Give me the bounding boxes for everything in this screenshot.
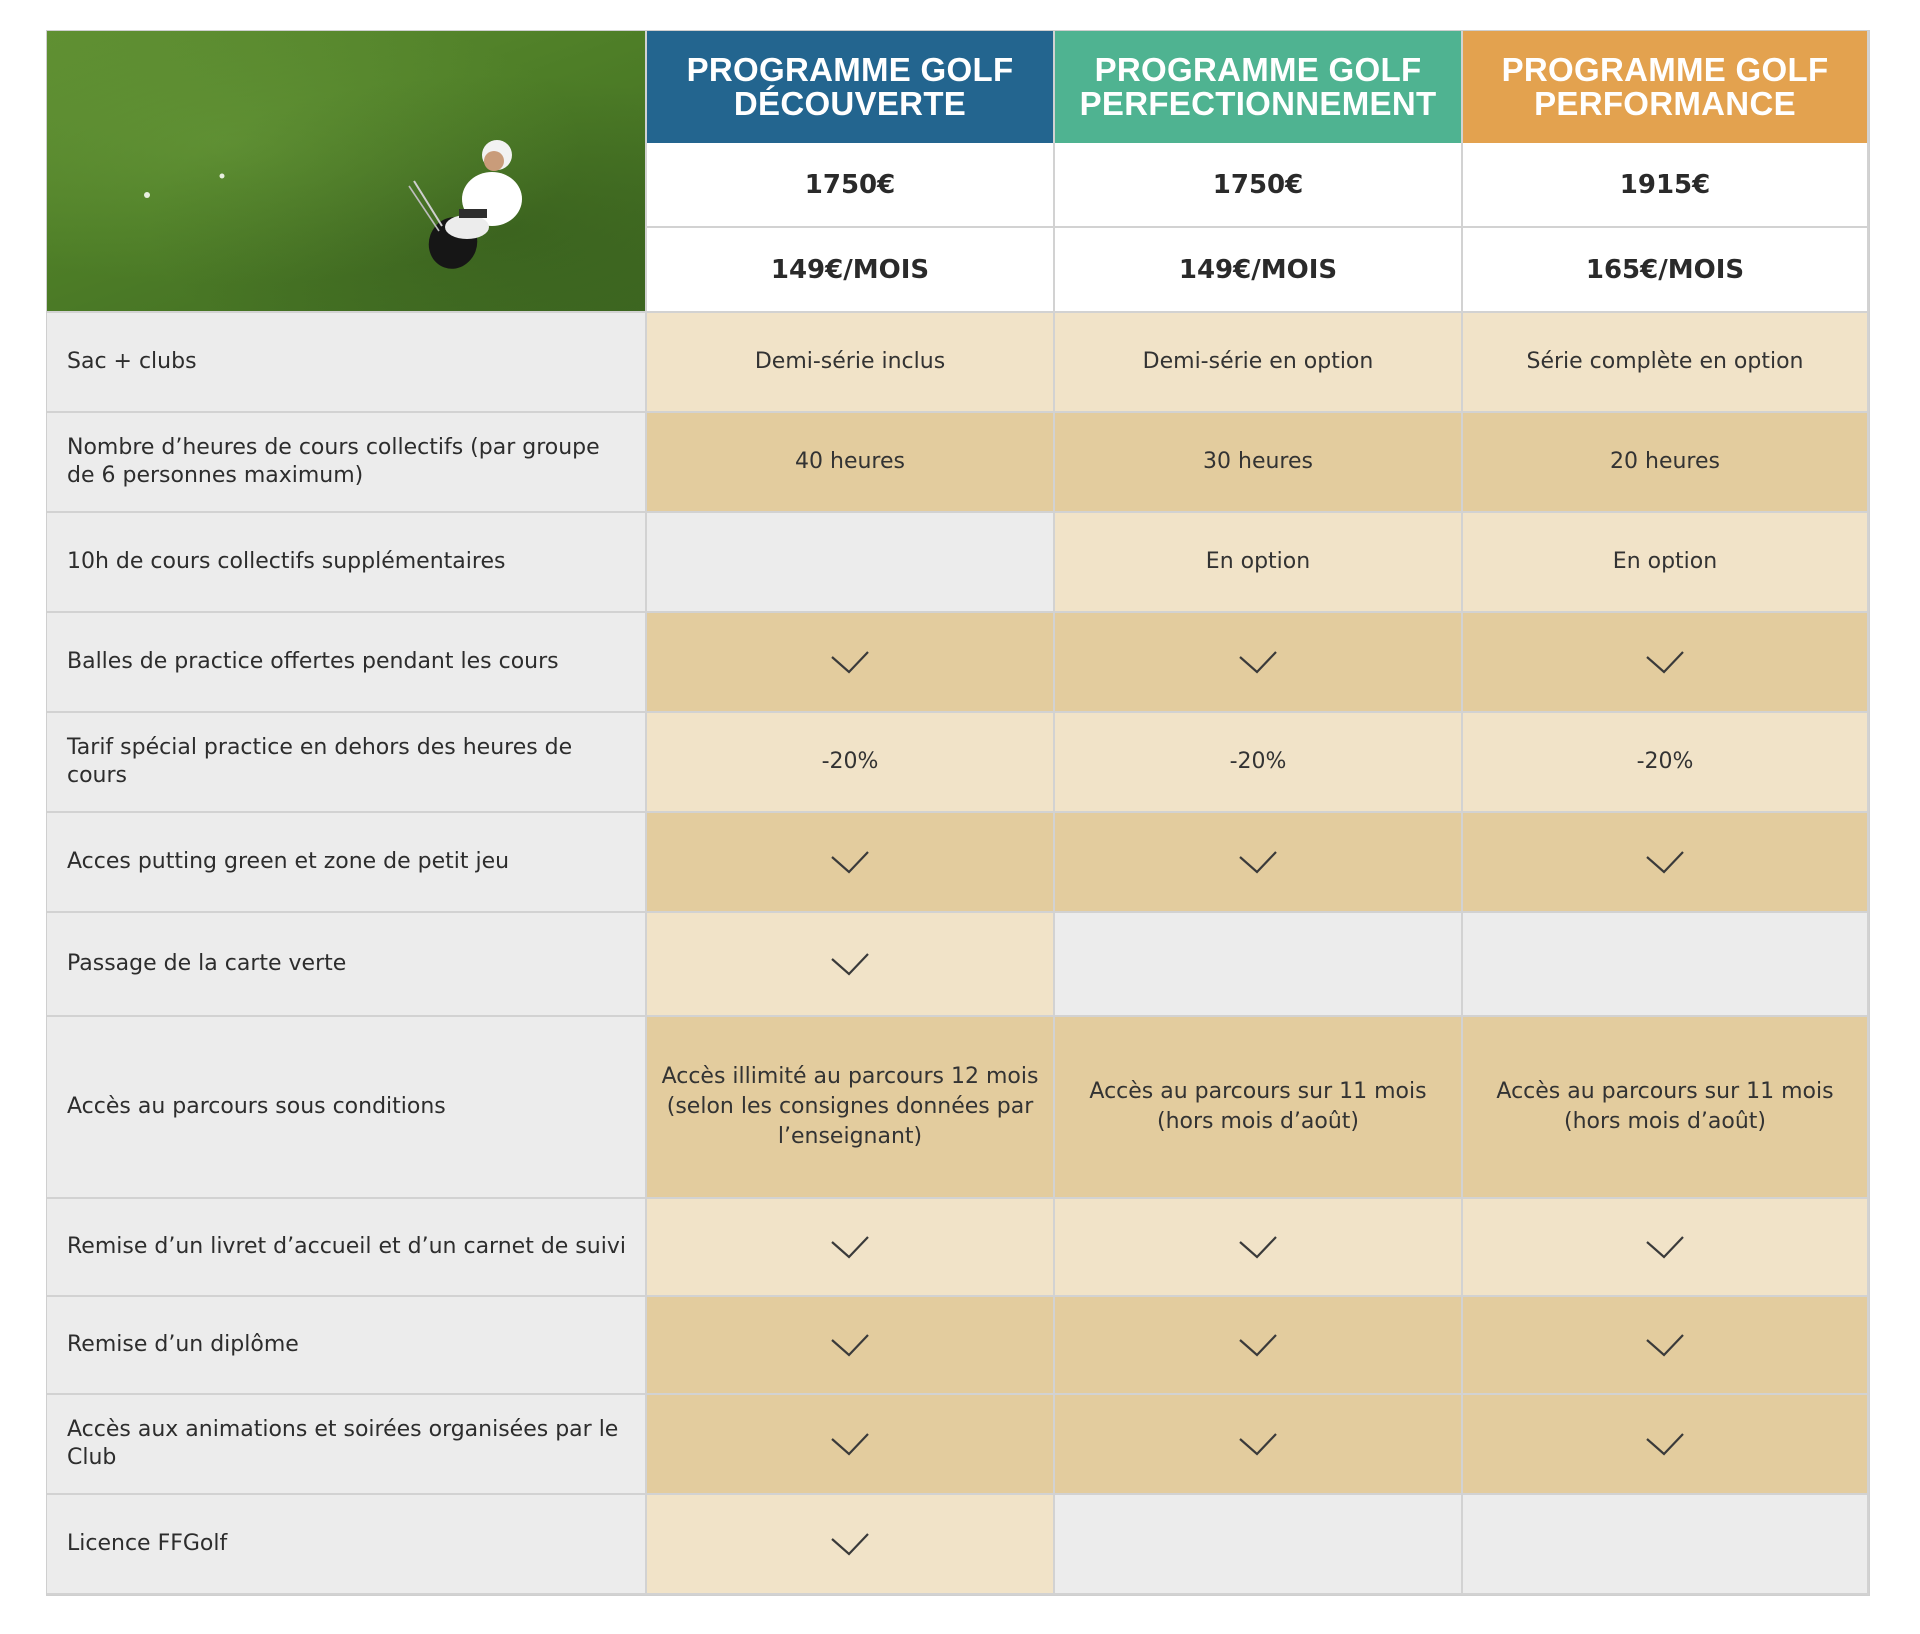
check-icon [1239, 849, 1277, 875]
program-header-performance [1463, 31, 1869, 143]
check-icon [831, 1332, 869, 1358]
program-price: 1750€ [1055, 143, 1463, 228]
program-header-decouverte [647, 31, 1055, 143]
feature-value: 40 heures [647, 413, 1055, 513]
included-cell [647, 613, 1055, 713]
program-title-line1: PROGRAMME GOLF [686, 51, 1014, 88]
feature-label: Sac + clubs [47, 313, 647, 413]
check-icon [1239, 649, 1277, 675]
feature-label: Tarif spécial practice en dehors des heures de cours [47, 713, 647, 813]
check-icon [831, 951, 869, 977]
program-title-line2: PERFORMANCE [1534, 85, 1796, 122]
check-icon [1646, 1234, 1684, 1260]
check-icon [1239, 1234, 1277, 1260]
included-cell [647, 1495, 1055, 1595]
included-cell [1463, 613, 1869, 713]
feature-value: Accès au parcours sur 11 mois (hors mois d’août) [1055, 1017, 1463, 1199]
feature-label: Acces putting green et zone de petit jeu [47, 813, 647, 913]
feature-value: Série complète en option [1463, 313, 1869, 413]
feature-label: 10h de cours collectifs supplémentaires [47, 513, 647, 613]
included-cell [647, 913, 1055, 1017]
check-icon [1646, 1332, 1684, 1358]
included-cell [1463, 1199, 1869, 1297]
golfer-on-green-photo [47, 31, 647, 313]
feature-value: Demi-série en option [1055, 313, 1463, 413]
feature-value: 30 heures [1055, 413, 1463, 513]
included-cell [1055, 1395, 1463, 1495]
program-title-line1: PROGRAMME GOLF [1094, 51, 1422, 88]
empty-cell [1055, 1495, 1463, 1595]
feature-value: -20% [1463, 713, 1869, 813]
program-title-line2: PERFECTIONNEMENT [1079, 85, 1437, 122]
feature-label: Accès aux animations et soirées organisées par le Club [47, 1395, 647, 1495]
feature-label: Remise d’un livret d’accueil et d’un carnet de suivi [47, 1199, 647, 1297]
feature-label: Licence FFGolf [47, 1495, 647, 1595]
check-icon [1239, 1431, 1277, 1457]
feature-label: Balles de practice offertes pendant les cours [47, 613, 647, 713]
feature-value: -20% [647, 713, 1055, 813]
feature-value: Accès illimité au parcours 12 mois (selon les consignes données par l’enseignant) [647, 1017, 1055, 1199]
program-monthly-price: 149€/MOIS [647, 228, 1055, 313]
feature-value: En option [1055, 513, 1463, 613]
empty-cell [1055, 913, 1463, 1017]
included-cell [647, 1199, 1055, 1297]
check-icon [831, 1234, 869, 1260]
feature-label: Nombre d’heures de cours collectifs (par groupe de 6 personnes maximum) [47, 413, 647, 513]
feature-value: Accès au parcours sur 11 mois (hors mois d’août) [1463, 1017, 1869, 1199]
check-icon [1239, 1332, 1277, 1358]
included-cell [1463, 813, 1869, 913]
program-price: 1750€ [647, 143, 1055, 228]
program-price: 1915€ [1463, 143, 1869, 228]
included-cell [1055, 813, 1463, 913]
check-icon [1646, 649, 1684, 675]
feature-label: Accès au parcours sous conditions [47, 1017, 647, 1199]
included-cell [1055, 1199, 1463, 1297]
feature-value: -20% [1055, 713, 1463, 813]
empty-cell [647, 513, 1055, 613]
empty-cell [1463, 1495, 1869, 1595]
check-icon [831, 1531, 869, 1557]
program-title-line1: PROGRAMME GOLF [1501, 51, 1829, 88]
program-header-perfectionnement [1055, 31, 1463, 143]
pricing-comparison-table [46, 30, 1870, 1596]
included-cell [647, 1297, 1055, 1395]
feature-label: Remise d’un diplôme [47, 1297, 647, 1395]
included-cell [1055, 613, 1463, 713]
program-title-line2: DÉCOUVERTE [733, 85, 967, 122]
program-monthly-price: 149€/MOIS [1055, 228, 1463, 313]
feature-value: 20 heures [1463, 413, 1869, 513]
check-icon [831, 649, 869, 675]
empty-cell [1463, 913, 1869, 1017]
included-cell [647, 813, 1055, 913]
included-cell [1463, 1395, 1869, 1495]
included-cell [1463, 1297, 1869, 1395]
check-icon [1646, 849, 1684, 875]
program-monthly-price: 165€/MOIS [1463, 228, 1869, 313]
included-cell [1055, 1297, 1463, 1395]
feature-label: Passage de la carte verte [47, 913, 647, 1017]
feature-value: En option [1463, 513, 1869, 613]
feature-value: Demi-série inclus [647, 313, 1055, 413]
check-icon [1646, 1431, 1684, 1457]
included-cell [647, 1395, 1055, 1495]
check-icon [831, 849, 869, 875]
check-icon [831, 1431, 869, 1457]
